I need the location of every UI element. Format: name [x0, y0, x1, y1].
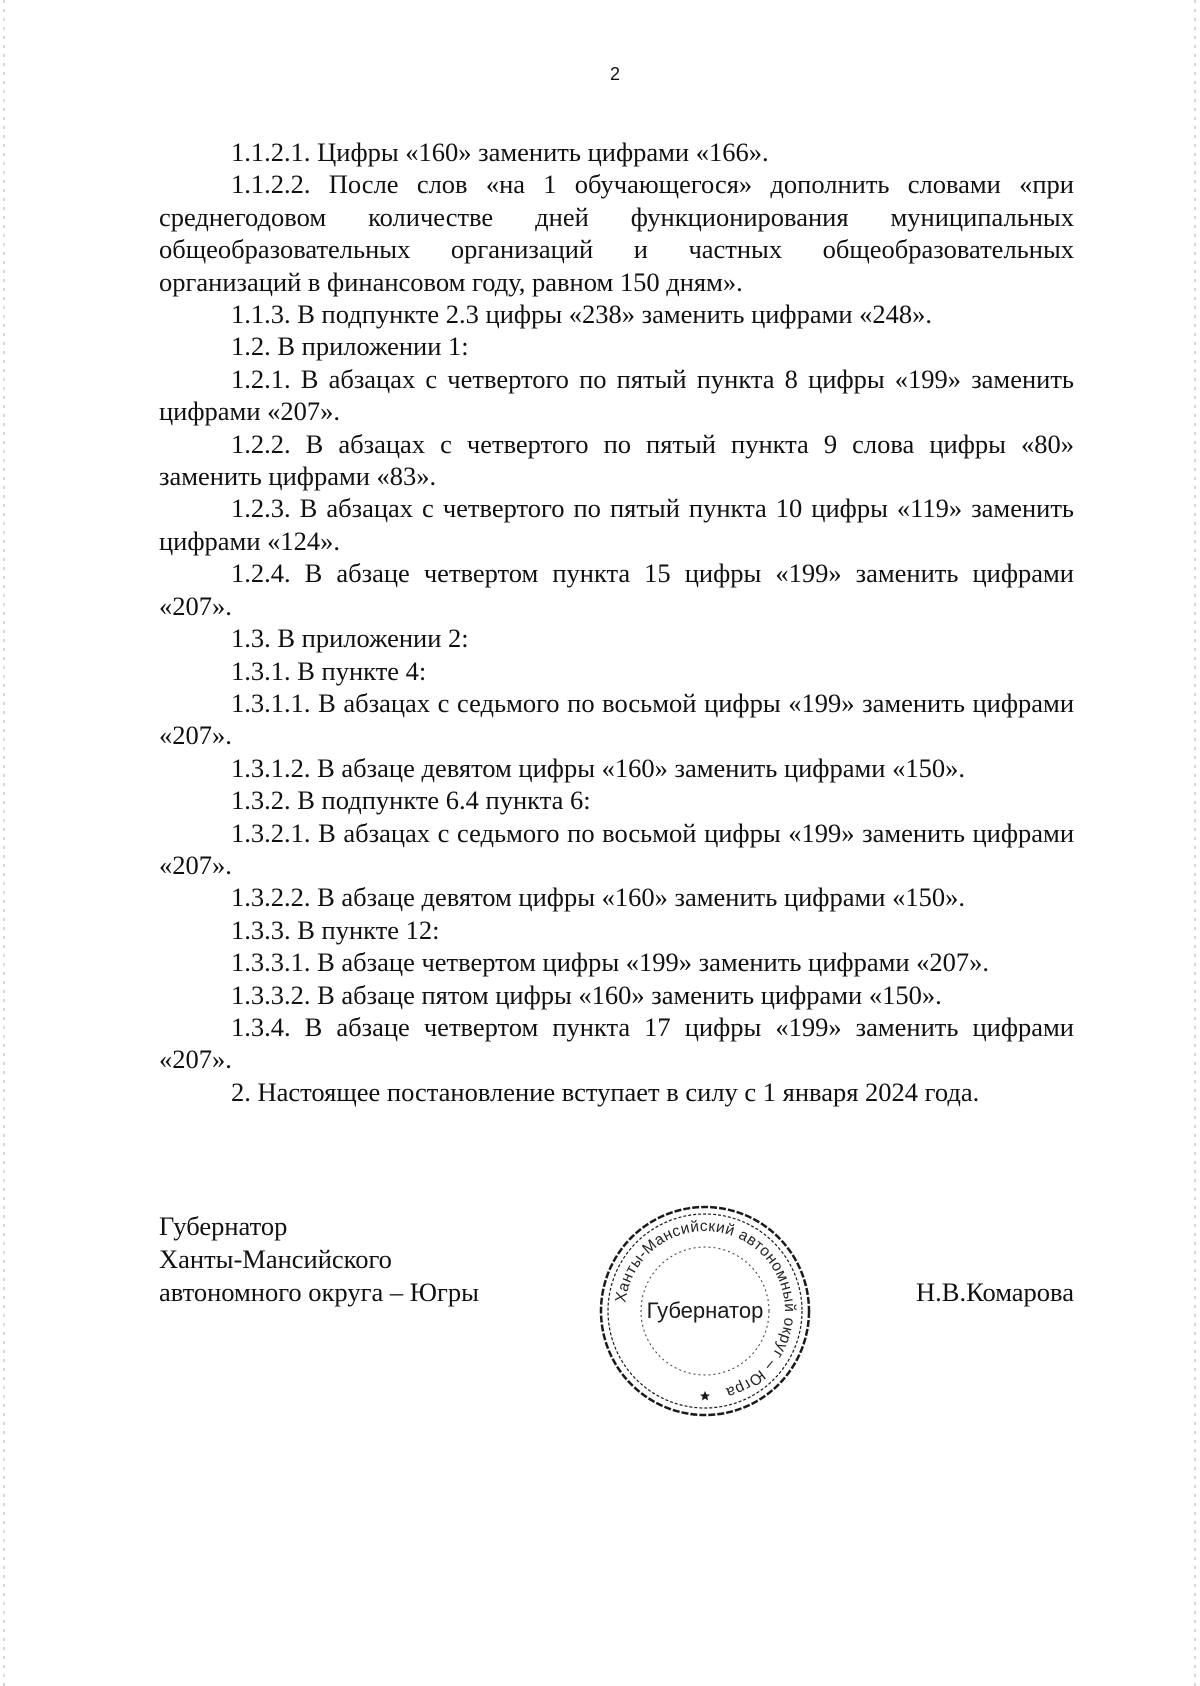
- seal-center-text: Губернатор: [646, 1298, 764, 1323]
- paragraph-8: 1.2.4. В абзаце четвертом пункта 15 цифры «199» заменить цифрами «207».: [159, 558, 1074, 621]
- document-body: [159, 136, 1074, 1108]
- scan-edge-right: [1194, 0, 1196, 1686]
- official-seal-stamp: [594, 1200, 816, 1422]
- seal-star-icon: [700, 1391, 710, 1401]
- paragraph-17: 1.3.3.1. В абзаце четвертом цифры «199» заменить цифрами «207».: [231, 947, 990, 978]
- paragraph-4: 1.2. В приложении 1:: [231, 331, 469, 362]
- paragraph-2: 1.1.2.2. После слов «на 1 обучающегося» дополнить словами «при среднегодовом количестве дней функционирования муниципальных общеобразовательных организаций и частных общеобразовательных организаций в финансовом году, равном 150 дням».: [159, 169, 1074, 297]
- paragraph-3: 1.1.3. В подпункте 2.3 цифры «238» заменить цифрами «248».: [231, 299, 933, 330]
- signatory-position: [159, 1210, 479, 1309]
- paragraph-14: 1.3.2.1. В абзацах с седьмого по восьмой цифры «199» заменить цифрами «207».: [159, 817, 1074, 880]
- paragraph-18: 1.3.3.2. В абзаце пятом цифры «160» заменить цифрами «150».: [231, 979, 942, 1010]
- signatory-position-line-1: Губернатор: [159, 1211, 288, 1241]
- signatory-position-line-2: Ханты-Мансийского: [159, 1244, 392, 1274]
- signatory-position-line-3: автономного округа – Югры: [159, 1277, 479, 1307]
- paragraph-6: 1.2.2. В абзацах с четвертого по пятый пункта 9 слова цифры «80» заменить цифрами «83».: [159, 428, 1074, 492]
- paragraph-9: 1.3. В приложении 2:: [231, 623, 469, 654]
- signatory-name: Н.В.Комарова: [916, 1277, 1074, 1307]
- paragraph-13: 1.3.2. В подпункте 6.4 пункта 6:: [231, 785, 591, 816]
- paragraph-12: 1.3.1.2. В абзаце девятом цифры «160» заменить цифрами «150».: [231, 752, 965, 783]
- paragraph-5: 1.2.1. В абзацах с четвертого по пятый пункта 8 цифры «199» заменить цифрами «207».: [159, 363, 1074, 427]
- paragraph-15: 1.3.2.2. В абзаце девятом цифры «160» заменить цифрами «150».: [231, 882, 965, 913]
- scan-edge-left: [3, 0, 5, 1686]
- paragraph-19: 1.3.4. В абзаце четвертом пункта 17 цифры «199» заменить цифрами «207».: [159, 1011, 1074, 1075]
- seal-ring-text: Ханты-Мансийский автономный округ – Югра: [612, 1217, 799, 1402]
- paragraph-16: 1.3.3. В пункте 12:: [231, 914, 440, 945]
- paragraph-11: 1.3.1.1. В абзацах с седьмого по восьмой цифры «199» заменить цифрами «207».: [159, 687, 1074, 751]
- signature-block: [159, 1210, 1074, 1450]
- paragraph-10: 1.3.1. В пункте 4:: [231, 655, 427, 686]
- paragraph-20: 2. Настоящее постановление вступает в силу с 1 января 2024 года.: [231, 1076, 980, 1107]
- paragraph-7: 1.2.3. В абзацах с четвертого по пятый пункта 10 цифры «119» заменить цифрами «124».: [159, 493, 1074, 556]
- paragraph-1: 1.1.2.1. Цифры «160» заменить цифрами «166».: [231, 137, 769, 167]
- page-number: 2: [609, 64, 620, 84]
